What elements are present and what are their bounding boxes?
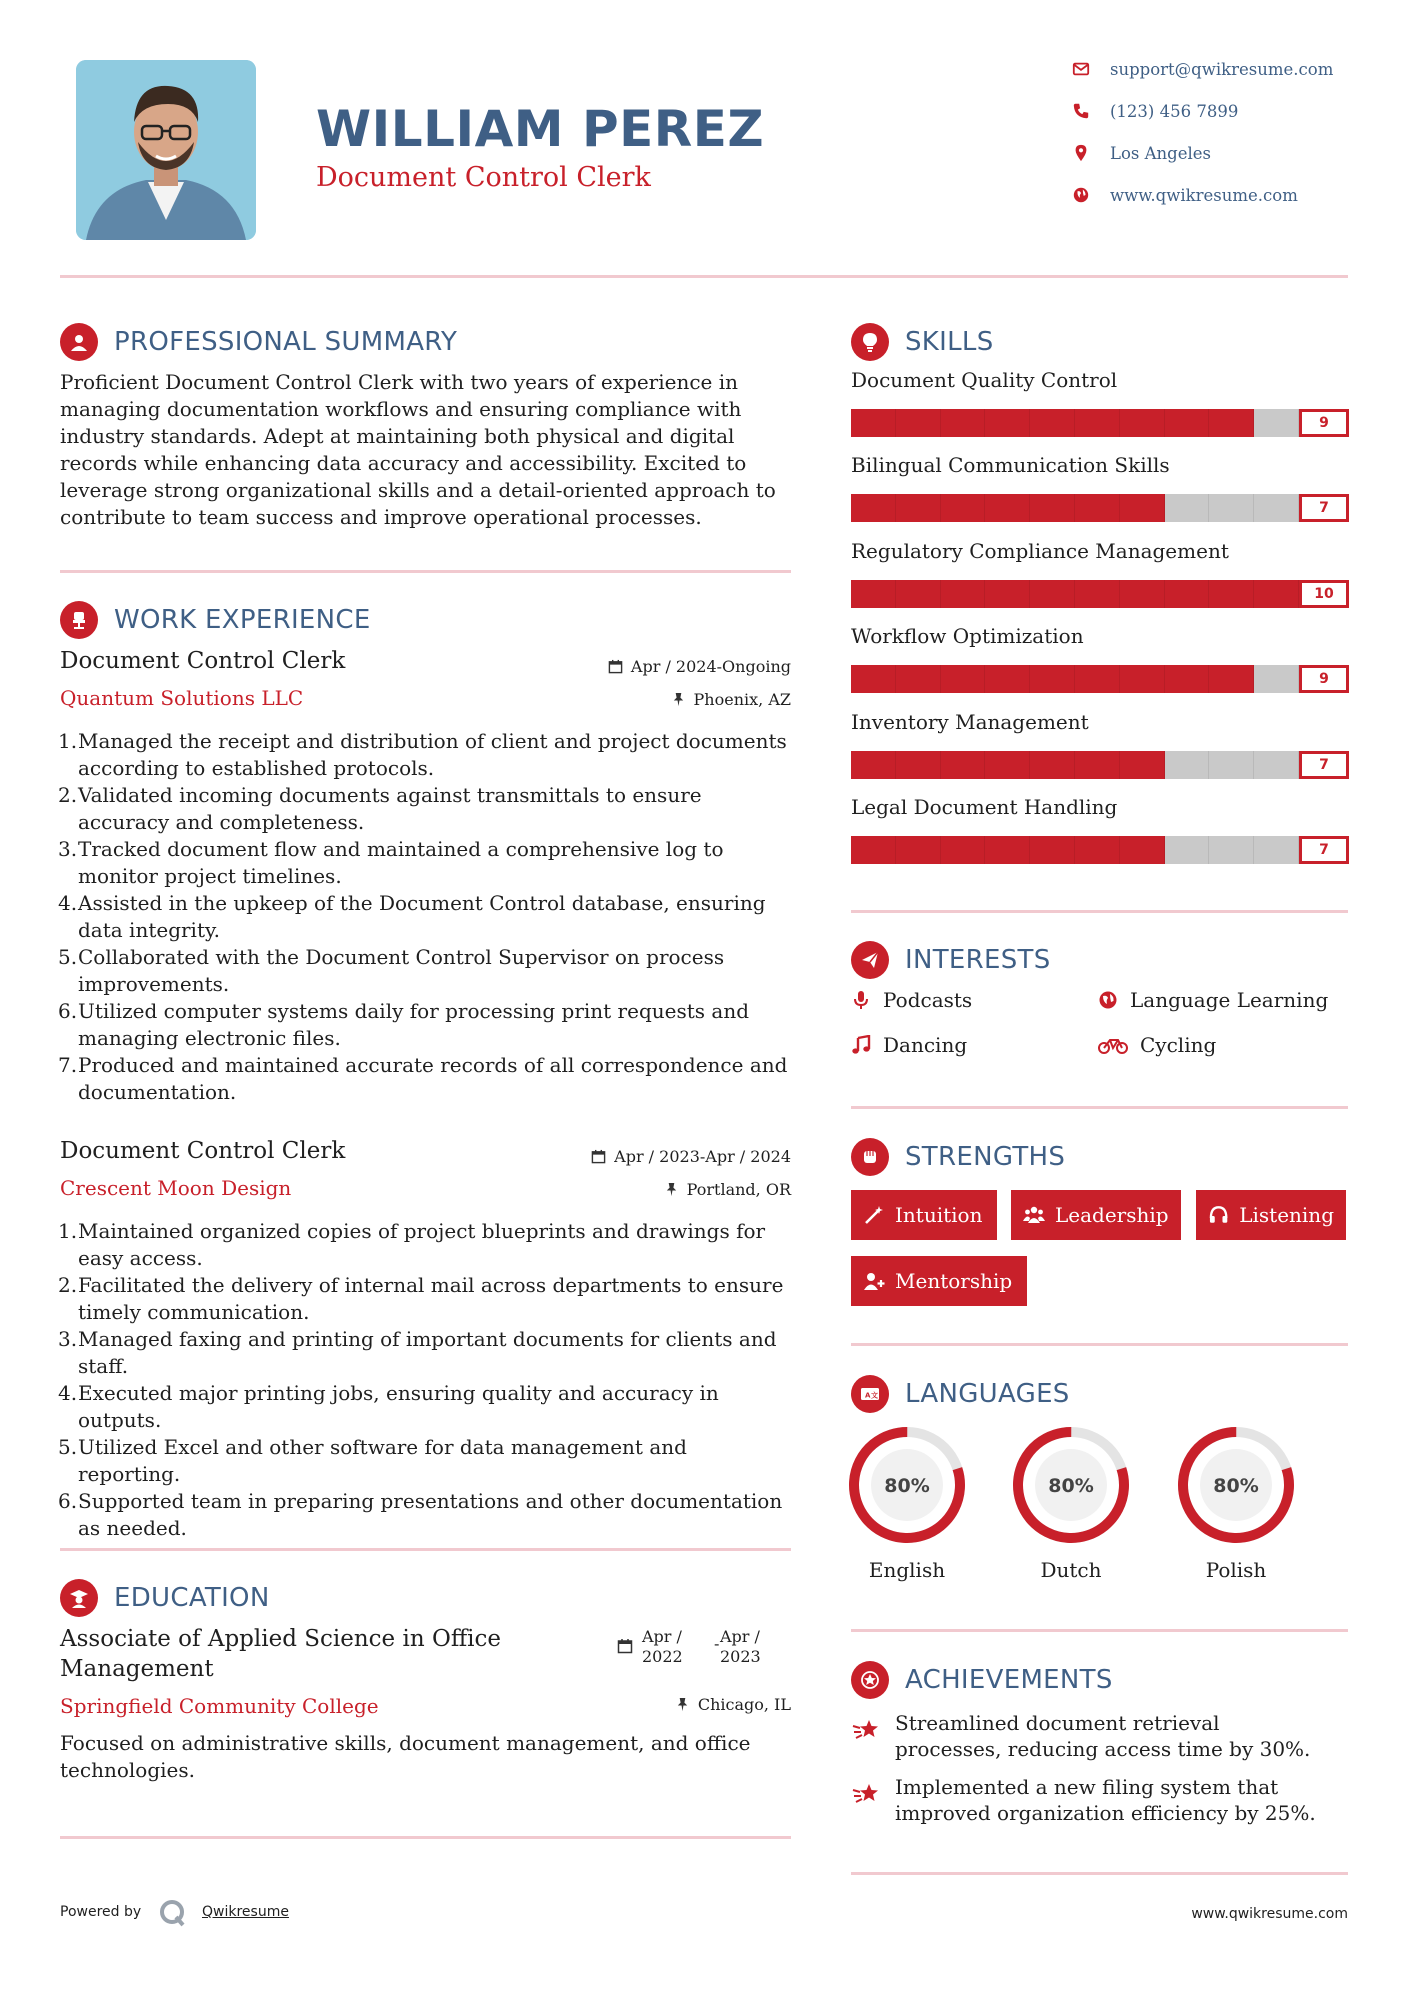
work-divider [60, 1548, 791, 1551]
strength-label: Mentorship [895, 1269, 1013, 1293]
skill-segment-filled [941, 580, 986, 608]
skill-segment-filled [851, 409, 896, 437]
skill-segment-filled [941, 409, 986, 437]
language-percent: 80% [884, 1475, 930, 1497]
skill-segment-filled [1030, 751, 1075, 779]
skill-segment-filled [1075, 409, 1120, 437]
pushpin-icon [664, 1182, 679, 1197]
achievements-heading [851, 1660, 1113, 1700]
contact-website[interactable] [1072, 182, 1298, 208]
skill-rating-bar [851, 409, 1349, 439]
skills-heading-text: SKILLS [905, 327, 994, 357]
job-location [664, 1180, 791, 1199]
interests-heading-text: INTERESTS [905, 945, 1051, 975]
skill-name: Regulatory Compliance Management [851, 539, 1229, 563]
interests-heading [851, 940, 1051, 980]
strength-label: Listening [1239, 1203, 1334, 1227]
skill-segment-empty [1254, 751, 1299, 779]
skill-score: 7 [1299, 494, 1349, 522]
strengths-heading-text: STRENGTHS [905, 1142, 1066, 1172]
skill-segment-empty [1254, 409, 1299, 437]
languages-heading [851, 1374, 1070, 1414]
work-heading-text: WORK EXPERIENCE [114, 605, 371, 635]
interest-item [851, 988, 972, 1012]
skill-segment-filled [1209, 665, 1254, 693]
skill-score: 7 [1299, 751, 1349, 779]
education-text: Focused on administrative skills, document management, and office technologies. [60, 1731, 751, 1782]
user-circle-icon [60, 323, 98, 361]
school-name: Springfield Community College [60, 1694, 379, 1718]
skill-segment-empty [1254, 665, 1299, 693]
pushpin-icon [671, 692, 686, 707]
strengths-divider [851, 1343, 1348, 1346]
end-month: Apr / [720, 1627, 760, 1646]
education-heading-text: EDUCATION [114, 1583, 270, 1613]
skill-segment-filled [851, 836, 896, 864]
contact-website-text: www.qwikresume.com [1110, 185, 1298, 205]
interest-item [1098, 1033, 1216, 1057]
skill-rating-track [851, 751, 1299, 779]
list-item: 4. Executed major printing jobs, ensuring quality and accuracy in outputs. [58, 1381, 719, 1432]
skill-segment-filled [851, 580, 896, 608]
work-heading [60, 600, 371, 640]
header-divider [60, 275, 1348, 278]
job-dates-text: Apr / 2024-Ongoing [630, 657, 791, 676]
bicycle-icon [1098, 1035, 1128, 1055]
list-item: 3. Managed faxing and printing of important documents for clients and staff. [58, 1327, 777, 1378]
list-item: 5. Utilized Excel and other software for data management and reporting. [58, 1435, 687, 1486]
skill-segment-filled [1120, 665, 1165, 693]
skill-name: Inventory Management [851, 710, 1089, 734]
education-location [675, 1695, 791, 1714]
language-name: Polish [1205, 1558, 1267, 1582]
skill-segment-filled [1254, 580, 1299, 608]
skill-rating-bar [851, 836, 1349, 866]
calendar-icon [591, 1149, 606, 1164]
end-year: 2023 [720, 1647, 761, 1666]
summary-heading [60, 322, 457, 362]
paper-plane-icon [851, 941, 889, 979]
list-item: 2. Facilitated the delivery of internal mail across departments to ensure timely communication. [58, 1273, 784, 1324]
user-plus-icon [863, 1270, 885, 1292]
degree-line-2: Management [60, 1656, 214, 1682]
contact-location-text: Los Angeles [1110, 143, 1211, 163]
contact-email-text: support@qwikresume.com [1110, 59, 1334, 79]
candidate-name: WILLIAM PEREZ [316, 100, 765, 158]
qwikresume-link[interactable]: Qwikresume [202, 1904, 289, 1920]
skill-rating-track [851, 409, 1299, 437]
strength-label: Intuition [895, 1203, 983, 1227]
globe-icon [1098, 990, 1118, 1010]
strengths-heading [851, 1137, 1065, 1177]
language-item [846, 1424, 968, 1582]
list-item: 6. Supported team in preparing presentations and other documentation as needed. [58, 1489, 783, 1540]
skill-segment-filled [851, 494, 896, 522]
achievement-text: Implemented a new filing system that improved organization efficiency by 25%. [895, 1775, 1316, 1825]
music-note-icon [851, 1035, 871, 1055]
contact-phone-text: (123) 456 7899 [1110, 101, 1239, 121]
contact-phone[interactable] [1072, 98, 1238, 124]
strength-tag [1196, 1190, 1346, 1240]
skill-segment-empty [1209, 494, 1254, 522]
star-badge-icon [851, 1661, 889, 1699]
interest-label: Podcasts [883, 988, 973, 1012]
interest-item [1098, 988, 1328, 1012]
contact-location [1072, 140, 1211, 166]
skill-segment-filled [1075, 836, 1120, 864]
skills-divider [851, 910, 1348, 913]
job-location-text: Phoenix, AZ [693, 690, 791, 709]
skill-segment-filled [941, 494, 986, 522]
skill-rating-track [851, 665, 1299, 693]
degree-line-1: Associate of Applied Science in Office [60, 1626, 502, 1652]
interest-label: Dancing [883, 1033, 968, 1057]
graduate-icon [60, 1579, 98, 1617]
skill-name: Document Quality Control [851, 368, 1118, 392]
skill-segment-filled [1120, 751, 1165, 779]
skill-segment-filled [1165, 580, 1210, 608]
list-item: 1. Managed the receipt and distribution of client and project documents according to established protocols. [58, 729, 787, 780]
footer-website-link[interactable]: www.qwikresume.com [1191, 1906, 1348, 1922]
summary-text: Proficient Document Control Clerk with two years of experience in managing documentation workflows and ensuring compliance with industry standards. Adept at maintaining both physical and digital records while enhancing data accuracy and accessibility. Excited to leverage strong organizational skills and a detail-oriented approach to contribute to team success and improve operational processes. [60, 370, 776, 529]
language-name: Dutch [1040, 1558, 1102, 1582]
translate-icon [851, 1375, 889, 1413]
list-item: 7. Produced and maintained accurate records of all correspondence and documentation. [58, 1053, 788, 1104]
svg-text:文: 文 [871, 1391, 878, 1400]
headphones-icon [1208, 1204, 1229, 1226]
list-item: 4. Assisted in the upkeep of the Document Control database, ensuring data integrity. [58, 891, 766, 942]
language-item [1175, 1424, 1297, 1582]
job-title: Document Control Clerk [60, 1138, 346, 1164]
skill-segment-filled [1030, 409, 1075, 437]
strength-tag [851, 1256, 1027, 1306]
achievements-heading-text: ACHIEVEMENTS [905, 1665, 1113, 1695]
skill-segment-filled [985, 836, 1030, 864]
skill-segment-filled [896, 836, 941, 864]
skill-segment-filled [1165, 665, 1210, 693]
summary-divider [60, 570, 791, 573]
start-year: 2022 [642, 1647, 683, 1666]
candidate-title: Document Control Clerk [316, 162, 651, 193]
skill-rating-track [851, 580, 1299, 608]
language-ring [1010, 1424, 1132, 1546]
list-item: 3. Tracked document flow and maintained a comprehensive log to monitor project timelines. [58, 837, 724, 888]
job-bullets [60, 1218, 790, 1542]
achievement-item [851, 1710, 1331, 1762]
skill-segment-filled [941, 665, 986, 693]
skill-name: Legal Document Handling [851, 795, 1118, 819]
list-item: 2. Validated incoming documents against transmittals to ensure accuracy and completeness. [58, 783, 702, 834]
skill-rating-bar [851, 665, 1349, 695]
lightbulb-icon [851, 323, 889, 361]
powered-by-label: Powered by [60, 1904, 142, 1920]
users-icon [1023, 1204, 1045, 1226]
skill-segment-filled [941, 751, 986, 779]
education-end-date [720, 1627, 761, 1667]
achievements-divider [851, 1872, 1348, 1875]
language-percent: 80% [1213, 1475, 1259, 1497]
skill-score: 7 [1299, 836, 1349, 864]
skill-segment-filled [985, 665, 1030, 693]
skill-segment-filled [1120, 580, 1165, 608]
skill-segment-filled [896, 665, 941, 693]
job-bullets [60, 728, 790, 1106]
contact-email[interactable] [1072, 56, 1333, 82]
language-name: English [868, 1558, 946, 1582]
skill-segment-filled [1030, 580, 1075, 608]
office-chair-icon [60, 601, 98, 639]
qwikresume-logo-icon [158, 1898, 188, 1932]
education-heading [60, 1578, 270, 1618]
svg-text:A: A [865, 1391, 871, 1400]
strength-tag [1011, 1190, 1181, 1240]
skill-segment-filled [896, 494, 941, 522]
language-ring [846, 1424, 968, 1546]
job-company: Quantum Solutions LLC [60, 686, 304, 710]
interest-item [851, 1033, 967, 1057]
magic-wand-icon [863, 1204, 885, 1226]
skill-segment-empty [1165, 494, 1210, 522]
shooting-star-icon [851, 1778, 881, 1808]
skill-segment-filled [1120, 494, 1165, 522]
phone-icon [1072, 102, 1090, 120]
date-dash: - [714, 1634, 720, 1653]
summary-heading-text: PROFESSIONAL SUMMARY [114, 327, 458, 357]
skills-heading [851, 322, 994, 362]
skill-segment-filled [896, 751, 941, 779]
skill-segment-filled [851, 751, 896, 779]
skill-segment-empty [1209, 751, 1254, 779]
skill-segment-filled [1165, 409, 1210, 437]
interest-label: Cycling [1140, 1033, 1217, 1057]
skill-segment-empty [1165, 836, 1210, 864]
skill-segment-filled [1030, 836, 1075, 864]
list-item: 1. Maintained organized copies of project blueprints and drawings for easy access. [58, 1219, 766, 1270]
strength-label: Leadership [1055, 1203, 1169, 1227]
skill-segment-filled [985, 751, 1030, 779]
skill-segment-filled [985, 494, 1030, 522]
job-company: Crescent Moon Design [60, 1176, 292, 1200]
interest-label: Language Learning [1130, 988, 1329, 1012]
skill-name: Bilingual Communication Skills [851, 453, 1170, 477]
skill-segment-empty [1209, 836, 1254, 864]
skill-segment-filled [1075, 665, 1120, 693]
skill-score: 9 [1299, 409, 1349, 437]
language-item [1010, 1424, 1132, 1582]
language-ring [1175, 1424, 1297, 1546]
skill-rating-bar [851, 494, 1349, 524]
skill-segment-filled [896, 409, 941, 437]
calendar-icon [608, 659, 623, 674]
job-dates-text: Apr / 2023-Apr / 2024 [614, 1147, 791, 1166]
achievement-text: Streamlined document retrieval processes, reducing access time by 30%. [895, 1711, 1311, 1761]
job-title: Document Control Clerk [60, 648, 346, 674]
education-start-date [642, 1627, 683, 1667]
profile-photo [76, 60, 256, 240]
education-location-text: Chicago, IL [697, 1695, 791, 1714]
skill-segment-filled [1075, 494, 1120, 522]
skill-segment-filled [985, 580, 1030, 608]
skill-rating-bar [851, 751, 1349, 781]
skill-segment-filled [1209, 409, 1254, 437]
skill-segment-filled [1120, 836, 1165, 864]
skill-segment-filled [1030, 665, 1075, 693]
shooting-star-icon [851, 1714, 881, 1744]
skill-segment-filled [1030, 494, 1075, 522]
skill-segment-filled [985, 409, 1030, 437]
job-location [671, 690, 791, 709]
skill-segment-filled [941, 836, 986, 864]
skill-segment-empty [1254, 836, 1299, 864]
globe-icon [1072, 186, 1090, 204]
skill-segment-filled [1120, 409, 1165, 437]
achievement-item [851, 1774, 1331, 1826]
job-dates [608, 657, 791, 676]
list-item: 6. Utilized computer systems daily for processing print requests and managing electronic files. [58, 999, 750, 1050]
language-percent: 80% [1048, 1475, 1094, 1497]
skill-rating-bar [851, 580, 1349, 610]
skill-segment-empty [1165, 751, 1210, 779]
job-location-text: Portland, OR [686, 1180, 791, 1199]
skill-segment-filled [851, 665, 896, 693]
envelope-icon [1072, 60, 1090, 78]
skill-name: Workflow Optimization [851, 624, 1084, 648]
education-divider [60, 1836, 791, 1839]
map-pin-icon [1072, 144, 1090, 162]
skill-segment-filled [896, 580, 941, 608]
skill-rating-track [851, 836, 1299, 864]
start-month: Apr / [642, 1627, 682, 1646]
interests-divider [851, 1106, 1348, 1109]
fist-icon [851, 1138, 889, 1176]
skill-segment-filled [1075, 580, 1120, 608]
job-dates [591, 1147, 791, 1166]
skill-score: 9 [1299, 665, 1349, 693]
list-item: 5. Collaborated with the Document Control Supervisor on process improvements. [58, 945, 725, 996]
skill-segment-filled [1075, 751, 1120, 779]
skill-segment-empty [1254, 494, 1299, 522]
skill-segment-filled [1209, 580, 1254, 608]
strength-tag [851, 1190, 997, 1240]
languages-heading-text: LANGUAGES [905, 1379, 1070, 1409]
skill-score: 10 [1299, 580, 1349, 608]
microphone-icon [851, 990, 871, 1010]
pushpin-icon [675, 1697, 690, 1712]
calendar-icon [617, 1638, 633, 1658]
languages-divider [851, 1629, 1348, 1632]
skill-rating-track [851, 494, 1299, 522]
